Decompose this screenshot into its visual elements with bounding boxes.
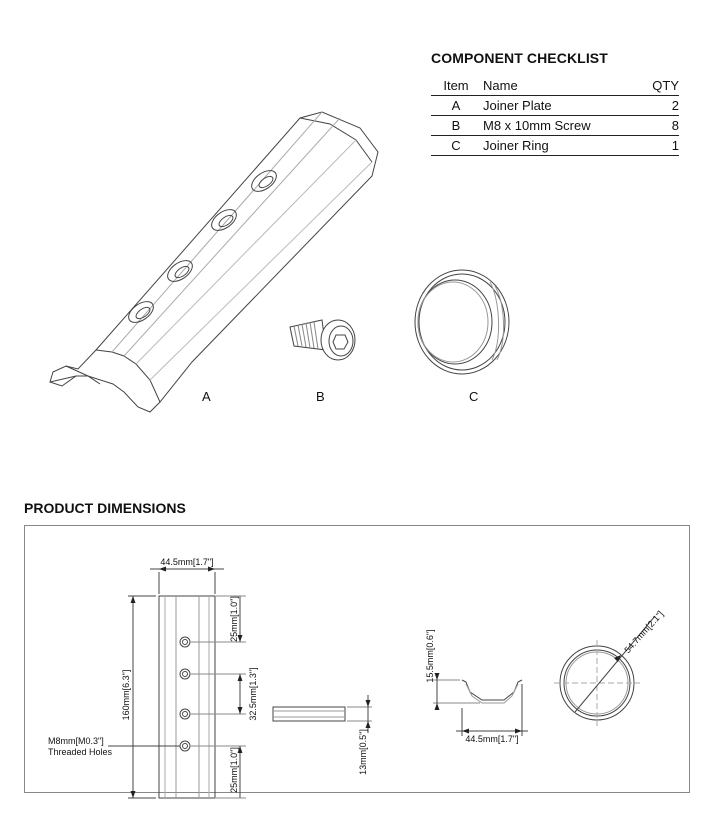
plate-profile-view <box>462 680 522 700</box>
hole-bottom-spacing-label: 25mm[1.0"] <box>229 747 239 793</box>
row-item: B <box>431 116 481 136</box>
row-qty: 8 <box>638 116 679 136</box>
row-name: Joiner Plate <box>481 96 638 116</box>
row-qty: 1 <box>638 136 679 156</box>
row-qty: 2 <box>638 96 679 116</box>
profile-width-label: 44.5mm[1.7"] <box>465 734 519 744</box>
plate-width-label: 44.5mm[1.7"] <box>160 557 214 567</box>
header-qty: QTY <box>638 76 679 96</box>
holes-note-line2: Threaded Holes <box>48 747 113 757</box>
row-name: M8 x 10mm Screw <box>481 116 638 136</box>
checklist-title: COMPONENT CHECKLIST <box>431 50 608 66</box>
plate-length-label: 160mm[6.3"] <box>121 669 131 721</box>
header-item: Item <box>431 76 481 96</box>
row-item: C <box>431 136 481 156</box>
header-name: Name <box>481 76 638 96</box>
plate-top-view <box>159 596 215 798</box>
plate-holes <box>180 637 190 751</box>
plate-side-view <box>273 707 345 721</box>
ring-diameter-label: 54.7mm[2.1"] <box>622 608 666 656</box>
dimensions-title: PRODUCT DIMENSIONS <box>24 500 186 516</box>
component-c-label: C <box>469 389 479 404</box>
hole-mid-spacing-label: 32.5mm[1.3"] <box>248 667 258 721</box>
row-item: A <box>431 96 481 116</box>
row-name: Joiner Ring <box>481 136 638 156</box>
profile-height-label: 15.5mm[0.6"] <box>425 629 435 683</box>
component-b-label: B <box>316 389 325 404</box>
component-a-label: A <box>202 389 211 404</box>
plate-thickness-label: 13mm[0.5"] <box>358 729 368 775</box>
holes-note-line1: M8mm[M0.3"] <box>48 736 104 746</box>
hole-top-spacing-label: 25mm[1.0"] <box>229 596 239 642</box>
